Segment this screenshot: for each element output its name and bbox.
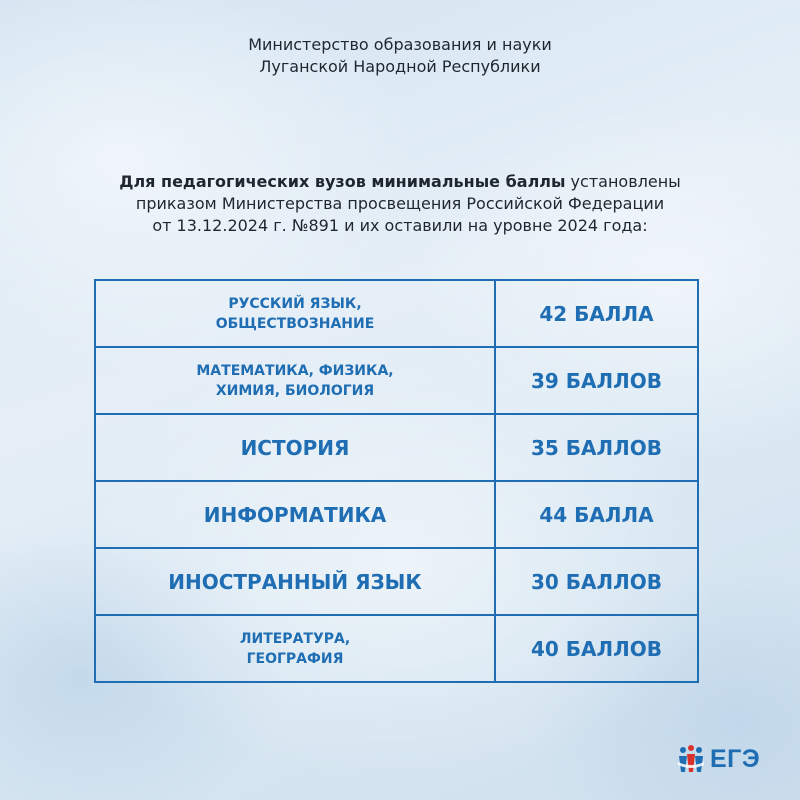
- intro-line-1: [60, 171, 740, 193]
- ministry-line-1: Министерство образования и науки: [248, 35, 552, 54]
- subject-line: МАТЕМАТИКА, ФИЗИКА,: [196, 362, 394, 379]
- score-cell: 40 БАЛЛОВ: [531, 636, 662, 661]
- subject-cell: [96, 616, 496, 681]
- table-row: [96, 482, 697, 549]
- subject-line: ИСТОРИЯ: [240, 435, 350, 460]
- subject-line: ЛИТЕРАТУРА,: [239, 630, 351, 647]
- subject-line: РУССКИЙ ЯЗЫК,: [228, 295, 362, 312]
- score-cell: 39 БАЛЛОВ: [531, 368, 662, 393]
- table-row: [96, 348, 697, 415]
- intro-line-3: от 13.12.2024 г. №891 и их оставили на уровне 2024 года:: [152, 216, 648, 235]
- intro-bold-text: Для педагогических вузов минимальные баллы: [119, 172, 566, 191]
- subject-line: ГЕОГРАФИЯ: [246, 650, 344, 667]
- subject-line: ОБЩЕСТВОЗНАНИЕ: [215, 315, 375, 332]
- ministry-line-2: Луганской Народной Республики: [259, 57, 541, 76]
- subject-line: ИНФОРМАТИКА: [203, 502, 387, 527]
- intro-text: [60, 171, 740, 237]
- subject-cell: [96, 348, 496, 413]
- table-row: [96, 281, 697, 348]
- score-cell: 44 БАЛЛА: [539, 502, 654, 527]
- score-cell: 30 БАЛЛОВ: [531, 569, 662, 594]
- subject-cell: [96, 281, 496, 346]
- subject-line: ХИМИЯ, БИОЛОГИЯ: [215, 382, 375, 399]
- intro-line-2: приказом Министерства просвещения Российской Федерации: [135, 194, 665, 213]
- score-cell: 42 БАЛЛА: [539, 301, 654, 326]
- intro-line-1-rest: установлены: [565, 172, 681, 191]
- table-row: [96, 616, 697, 681]
- subject-cell: [96, 415, 496, 480]
- table-row: [96, 549, 697, 616]
- scores-table: [94, 279, 699, 683]
- ministry-header: [0, 34, 800, 78]
- subject-cell: [96, 549, 496, 614]
- ege-people-icon: [676, 744, 706, 774]
- table-row: [96, 415, 697, 482]
- subject-cell: [96, 482, 496, 547]
- score-cell: 35 БАЛЛОВ: [531, 435, 662, 460]
- ege-logo-text: ЕГЭ: [710, 744, 761, 773]
- subject-line: ИНОСТРАННЫЙ ЯЗЫК: [168, 569, 422, 594]
- ege-logo: [676, 744, 760, 774]
